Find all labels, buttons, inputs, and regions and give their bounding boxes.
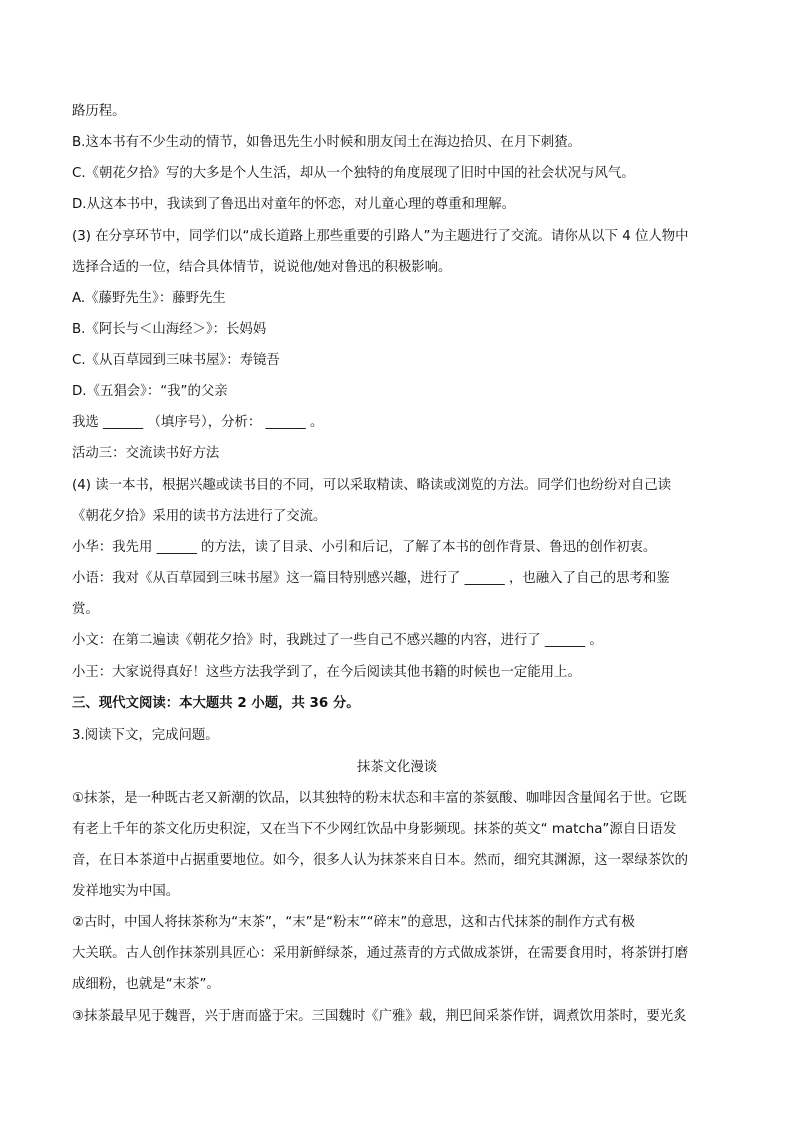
text-line: 路历程。 [72, 104, 126, 119]
paragraph-line: 大关联。古人创作抹茶别具匠心：采用新鲜绿茶，通过蒸青的方式做成茶饼，在需要食用时，将茶饼打磨 [72, 946, 688, 961]
question-3-line: 选择合适的一位，结合具体情节，说说他/她对鲁迅的积极影响。 [72, 260, 452, 275]
dialogue-line: 赏。 [72, 602, 99, 617]
question-4-line: 《朝花夕拾》采用的读书方法进行了交流。 [72, 509, 327, 524]
paragraph-line: 音，在日本茶道中占据重要地位。如今，很多人认为抹茶来自日本。然而，细究其渊源，这一翠绿茶饮的 [72, 853, 688, 868]
paragraph-line: 有老上千年的茶文化历史积淀，又在当下不少网红饮品中身影频现。抹茶的英文“ matcha”源自日语发 [72, 822, 677, 837]
choice-c-line: C.《从百草园到三味书屋》：寿镜吾 [72, 353, 280, 368]
option-b-line: B.这本书有不少生动的情节，如鲁迅先生小时候和朋友闰土在海边拾贝、在月下刺猹。 [72, 135, 581, 150]
article-title: 抹茶文化漫谈 [356, 760, 438, 775]
choice-a-line: A.《藤野先生》：藤野先生 [72, 291, 226, 306]
choice-d-line: D.《五猖会》：“我”的父亲 [72, 384, 228, 399]
dialogue-line: 小语：我对《从百草园到三味书屋》这一篇目特别感兴趣，进行了 ______ ，也融入了自己的思考和鉴 [72, 571, 670, 586]
choice-b-line: B.《阿长与＜山海经＞》：长妈妈 [72, 322, 267, 337]
paragraph-line: 成细粉，也就是“末茶”。 [72, 977, 220, 992]
activity-heading: 活动三：交流读书好方法 [72, 446, 220, 461]
paragraph-line: ①抹茶，是一种既古老又新潮的饮品，以其独特的粉末状态和丰富的茶氨酸、咖啡因含量闻名于世。它既 [72, 791, 687, 806]
option-c-line: C.《朝花夕拾》写的大多是个人生活，却从一个独特的角度展现了旧时中国的社会状况与风气。 [72, 166, 635, 181]
paragraph-line: ③抹茶最早见于魏晋，兴于唐而盛于宋。三国魏时《广雅》载，荆巴间采茶作饼，调煮饮用茶时，要光炙 [72, 1009, 687, 1024]
option-d-line: D.从这本书中，我读到了鲁迅出对童年的怀恋，对儿童心理的尊重和理解。 [72, 197, 516, 212]
question-4-line: (4) 读一本书，根据兴趣或读书目的不同，可以采取精读、略读或浏览的方法。同学们也纷纷对自己读 [72, 478, 672, 493]
answer-line: 我选 ______ （填序号），分析： ______ 。 [72, 415, 324, 430]
dialogue-line: 小文：在第二遍读《朝花夕拾》时，我跳过了一些自己不感兴趣的内容，进行了 ______ 。 [72, 633, 603, 648]
question-3-line: (3) 在分享环节中，同学们以“成长道路上那些重要的引路人”为主题进行了交流。请你从以下 4 位人物中 [72, 229, 689, 244]
paragraph-line: 发祥地实为中国。 [72, 884, 180, 899]
question-instruction: 3.阅读下文，完成问题。 [72, 728, 219, 743]
dialogue-line: 小华：我先用 ______ 的方法，读了目录、小引和后记，了解了本书的创作背景、鲁迅的创作初衷。 [72, 540, 657, 555]
paragraph-line: ②古时，中国人将抹茶称为“末茶”，“末”是“粉末”“碎末”的意思，这和古代抹茶的制作方式有极 [72, 915, 635, 930]
dialogue-line: 小王：大家说得真好！这些方法我学到了，在今后阅读其他书籍的时候也一定能用上。 [72, 665, 581, 680]
section-heading: 三、现代文阅读：本大题共 2 小题，共 36 分。 [72, 696, 360, 711]
